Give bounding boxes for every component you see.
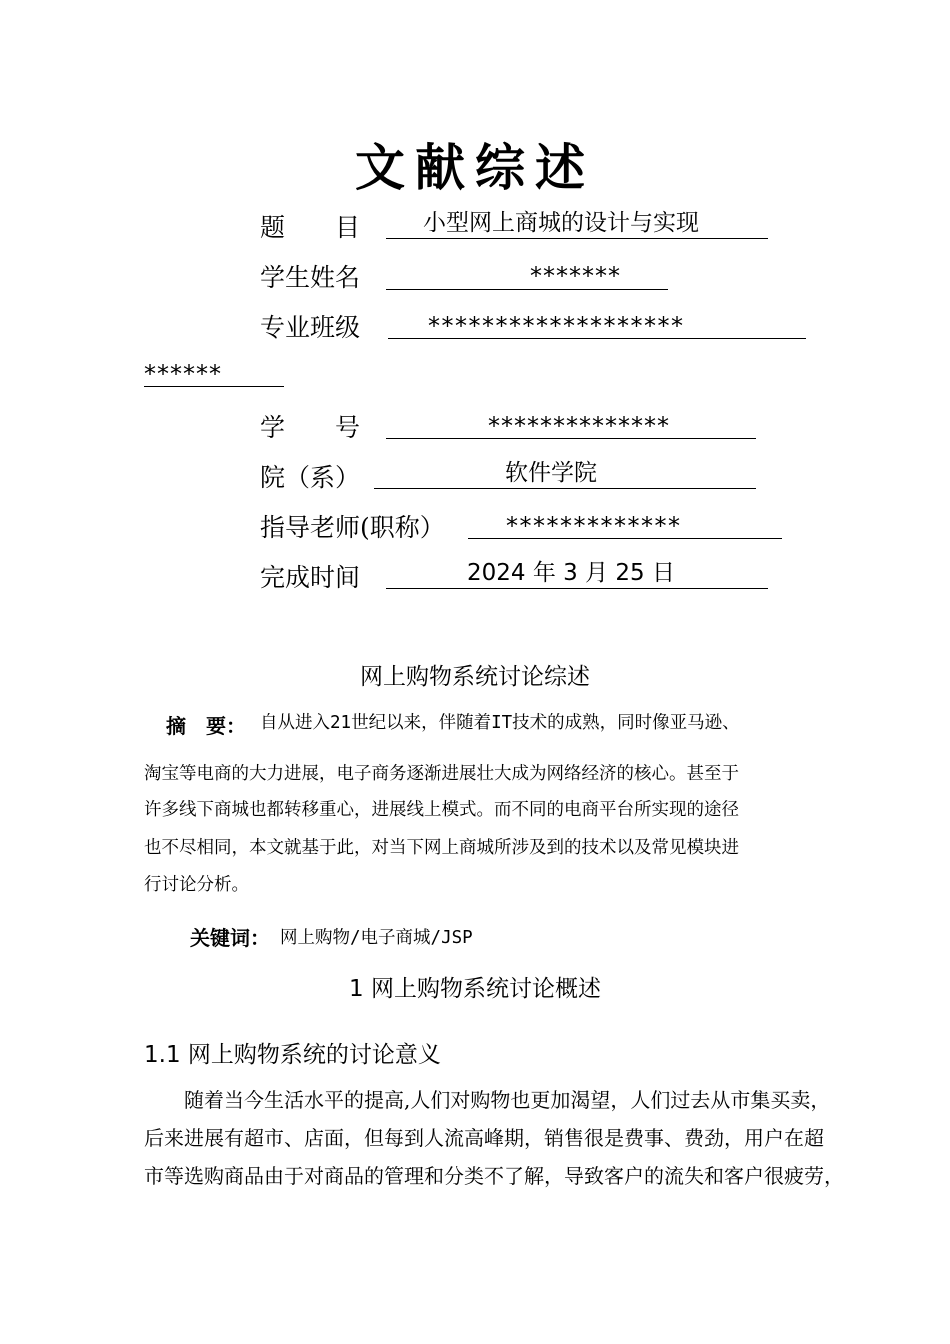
student-id-label: 学 号 — [260, 413, 361, 442]
keywords-label: 关键词： — [190, 926, 270, 950]
department-label: 院（系） — [260, 463, 361, 492]
abstract-line-3: 许多线下商城也都转移重心，进展线上模式。而不同的电商平台所实现的途径 — [144, 800, 739, 820]
student-name-label: 学生姓名 — [260, 263, 361, 292]
body-line-3: 市等选购商品由于对商品的管理和分类不了解，导致客户的流失和客户很疲劳， — [144, 1164, 844, 1188]
student-name-value: ******* — [530, 262, 621, 290]
abstract-line-5: 行讨论分析。 — [144, 875, 249, 895]
body-line-1: 随着当今生活水平的提高,人们对购物也更加渴望，人们过去从市集买卖， — [184, 1088, 831, 1112]
topic-value: 小型网上商城的设计与实现 — [423, 210, 699, 236]
major-class-value-cont: ****** — [144, 360, 222, 388]
section-1-heading: 1 网上购物系统讨论概述 — [349, 976, 601, 1002]
abstract-line-2: 淘宝等电商的大力进展，电子商务逐渐进展壮大成为网络经济的核心。甚至于 — [144, 764, 739, 784]
completion-date-label: 完成时间 — [260, 563, 361, 592]
keywords-value: 网上购物/电子商城/JSP — [280, 928, 473, 948]
abstract-line-4: 也不尽相同，本文就基于此，对当下网上商城所涉及到的技术以及常见模块进 — [144, 838, 739, 858]
document-title: 文献综述 — [355, 138, 595, 197]
major-class-value: ******************* — [428, 312, 685, 340]
abstract-label: 摘 要： — [166, 714, 246, 738]
paper-title: 网上购物系统讨论综述 — [360, 664, 590, 690]
student-id-value: ************** — [488, 412, 670, 440]
topic-label: 题 目 — [260, 213, 361, 242]
student-name-underline — [386, 255, 668, 290]
major-class-label: 专业班级 — [260, 313, 361, 342]
advisor-label: 指导老师(职称） — [260, 513, 445, 542]
completion-date-value: 2024 年 3 月 25 日 — [467, 560, 675, 586]
department-value: 软件学院 — [505, 460, 597, 486]
section-1-1-heading: 1.1 网上购物系统的讨论意义 — [144, 1042, 441, 1068]
advisor-value: ************* — [506, 512, 682, 540]
body-line-2: 后来进展有超市、店面，但每到人流高峰期，销售很是费事、费劲，用户在超 — [144, 1126, 824, 1150]
abstract-line-1: 自从进入21世纪以来，伴随着IT技术的成熟，同时像亚马逊、 — [260, 713, 740, 733]
